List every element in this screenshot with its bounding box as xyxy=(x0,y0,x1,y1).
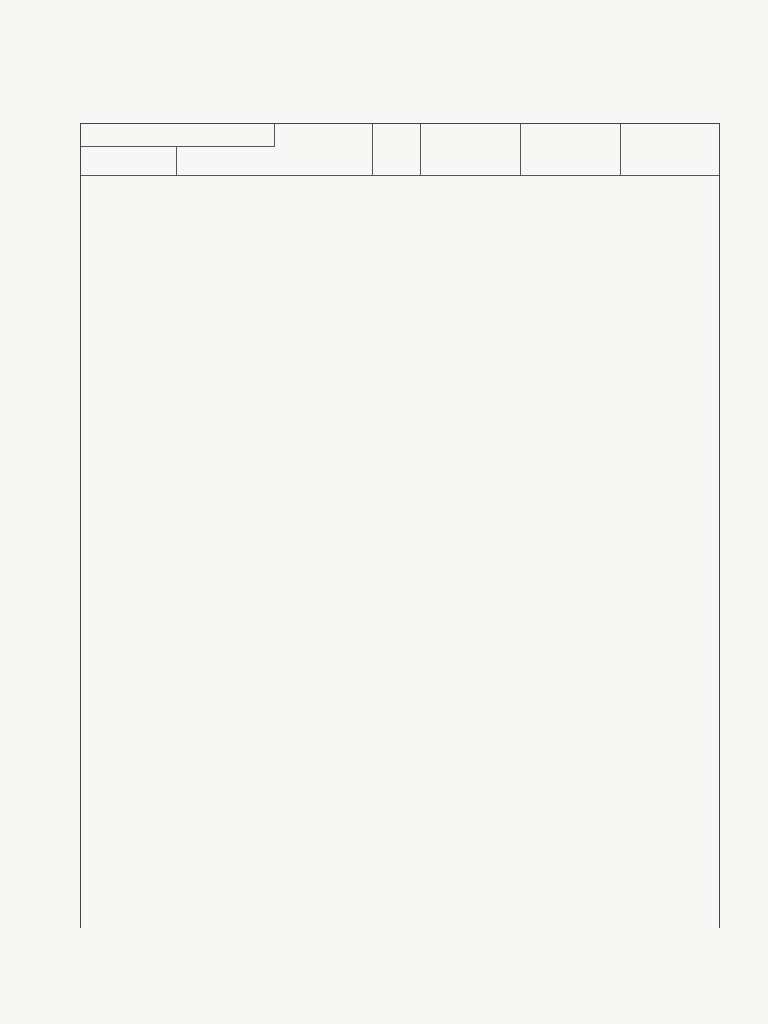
header-volume xyxy=(372,123,420,176)
steam-table xyxy=(80,123,720,176)
header-temperatura xyxy=(274,123,372,176)
header-calore-totale xyxy=(620,123,720,176)
header-assoluta xyxy=(176,147,274,176)
header-pressione xyxy=(80,123,274,147)
header-relativa xyxy=(80,147,176,176)
header-calore-sensibile xyxy=(420,123,520,176)
header-calore-latente xyxy=(520,123,620,176)
table-frame xyxy=(80,123,720,928)
